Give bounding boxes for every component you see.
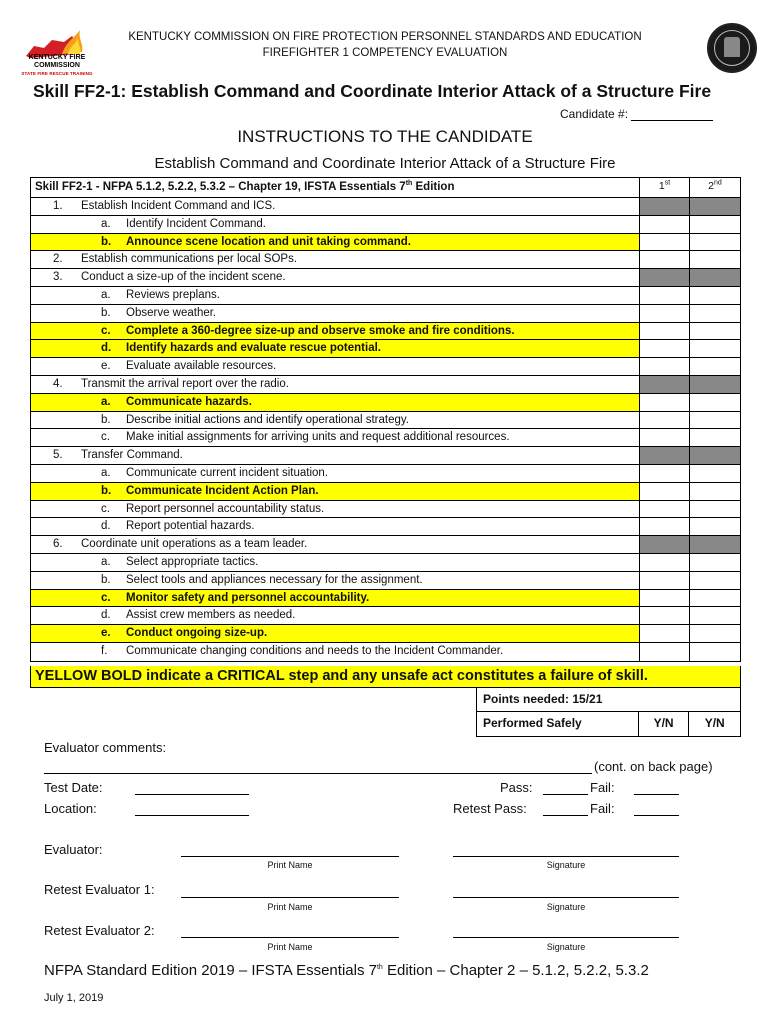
skill-step (31, 376, 640, 393)
skill-step (31, 465, 640, 482)
skill-step (31, 394, 640, 411)
step-text: Assist crew members as needed. (126, 609, 296, 622)
step-text: Reviews preplans. (126, 288, 220, 301)
performed-safely-1st[interactable]: Y/N (639, 712, 690, 736)
step-marker: 5. (53, 449, 63, 462)
table-row (31, 340, 740, 358)
step-text: Report potential hazards. (126, 520, 255, 533)
table-row (31, 394, 740, 412)
score-cell-1st[interactable] (640, 287, 690, 304)
score-cell-1st[interactable] (640, 465, 690, 482)
evaluator-label: Evaluator: (44, 842, 103, 857)
skill-step (31, 305, 640, 322)
score-cell-1st[interactable] (640, 358, 690, 375)
retest-fail-label: Fail: (590, 801, 615, 816)
score-cell-1st (640, 376, 690, 393)
step-marker: d. (101, 342, 112, 355)
table-row (31, 607, 740, 625)
header-line-2: FIREFIGHTER 1 COMPETENCY EVALUATION (262, 47, 508, 59)
skill-step (31, 429, 640, 446)
skill-step (31, 643, 640, 661)
step-marker: c. (101, 324, 111, 337)
step-text: Identify hazards and evaluate rescue potential. (126, 342, 381, 355)
table-row (31, 198, 740, 216)
header-line-1: KENTUCKY COMMISSION ON FIRE PROTECTION PERSONNEL STANDARDS AND EDUCATION (128, 31, 642, 43)
skill-step (31, 590, 640, 607)
footer-reference: NFPA Standard Edition 2019 – IFSTA Essentials 7th Edition – Chapter 2 – 5.1.2, 5.2.2, 5.3.2 (44, 962, 649, 979)
score-cell-1st[interactable] (640, 501, 690, 518)
critical-step-note: YELLOW BOLD indicate a CRITICAL step and any unsafe act constitutes a failure of skill. (30, 666, 741, 688)
score-cell-1st (640, 447, 690, 464)
skill-step (31, 287, 640, 304)
signature-caption: Signature (546, 902, 586, 912)
score-cell-2nd[interactable] (690, 572, 740, 589)
skill-checklist-table (30, 177, 741, 662)
table-row (31, 305, 740, 323)
score-cell-2nd (690, 536, 740, 553)
score-cell-1st (640, 198, 690, 215)
kentucky-seal-icon (707, 23, 757, 73)
step-text: Establish communications per local SOPs. (81, 253, 298, 266)
step-marker: c. (101, 431, 110, 444)
retest-pass-label: Retest Pass: (453, 801, 527, 816)
skill-step (31, 216, 640, 233)
score-cell-2nd[interactable] (690, 429, 740, 446)
logo-subtext: STATE FIRE RESCUE TRAINING (21, 71, 93, 76)
step-text: Announce scene location and unit taking command. (126, 235, 411, 248)
score-cell-2nd (690, 269, 740, 286)
score-cell-1st[interactable] (640, 554, 690, 571)
score-cell-2nd[interactable] (690, 394, 740, 411)
step-marker: d. (101, 520, 111, 533)
score-cell-1st[interactable] (640, 607, 690, 624)
page-title: Skill FF2-1: Establish Command and Coordinate Interior Attack of a Structure Fire (33, 81, 712, 101)
step-marker: 6. (53, 538, 63, 551)
step-marker: a. (101, 555, 111, 568)
step-marker: b. (101, 484, 112, 497)
step-marker: a. (101, 217, 111, 230)
table-row (31, 536, 740, 554)
pass-input[interactable] (543, 794, 588, 795)
step-text: Transfer Command. (81, 449, 183, 462)
score-cell-2nd[interactable] (690, 251, 740, 268)
score-cell-2nd (690, 376, 740, 393)
score-cell-1st[interactable] (640, 340, 690, 357)
step-text: Make initial assignments for arriving units and request additional resources. (126, 431, 510, 444)
score-cell-1st[interactable] (640, 234, 690, 251)
score-cell-1st[interactable] (640, 429, 690, 446)
step-marker: a. (101, 395, 111, 408)
instructions-heading: INSTRUCTIONS TO THE CANDIDATE (237, 127, 533, 146)
skill-subtitle: Establish Command and Coordinate Interior Attack of a Structure Fire (154, 155, 616, 172)
retest-evaluator-1-print-name-line[interactable] (181, 897, 399, 898)
score-cell-1st[interactable] (640, 251, 690, 268)
column-1st: 1st (640, 178, 690, 197)
step-marker: b. (101, 413, 111, 426)
step-text: Communicate Incident Action Plan. (126, 484, 319, 497)
performed-safely-label: Performed Safely (477, 712, 639, 736)
evaluator-print-name-line[interactable] (181, 856, 399, 857)
step-text: Communicate hazards. (126, 395, 252, 408)
step-text: Observe weather. (126, 306, 217, 319)
score-cell-1st[interactable] (640, 590, 690, 607)
step-text: Select tools and appliances necessary for the assignment. (126, 573, 423, 586)
location-input[interactable] (135, 815, 249, 816)
pass-label: Pass: (500, 780, 533, 795)
step-text: Communicate current incident situation. (126, 466, 328, 479)
score-cell-2nd[interactable] (690, 643, 740, 661)
retest-fail-input[interactable] (634, 815, 679, 816)
signature-caption: Signature (546, 942, 586, 952)
candidate-label: Candidate #: (560, 107, 629, 121)
score-cell-2nd[interactable] (690, 607, 740, 624)
score-cell-1st[interactable] (640, 572, 690, 589)
table-row (31, 590, 740, 608)
score-cell-2nd[interactable] (690, 483, 740, 500)
fail-label: Fail: (590, 780, 615, 795)
step-text: Conduct a size-up of the incident scene. (81, 271, 286, 284)
step-marker: c. (101, 502, 110, 515)
skill-step (31, 607, 640, 624)
score-cell-2nd[interactable] (690, 518, 740, 535)
step-text: Coordinate unit operations as a team leader. (81, 538, 308, 551)
table-row (31, 269, 740, 287)
step-marker: f. (101, 644, 108, 657)
step-marker: 1. (53, 200, 63, 212)
score-cell-2nd[interactable] (690, 501, 740, 518)
skill-step (31, 518, 640, 535)
table-row (31, 501, 740, 519)
skill-step (31, 483, 640, 500)
skill-step (31, 251, 640, 268)
step-marker: a. (101, 466, 111, 479)
score-cell-2nd[interactable] (690, 554, 740, 571)
fail-input[interactable] (634, 794, 679, 795)
table-row (31, 643, 740, 661)
retest-pass-input[interactable] (543, 815, 588, 816)
table-row (31, 518, 740, 536)
table-row (31, 251, 740, 269)
table-row (31, 216, 740, 234)
step-marker: a. (101, 288, 111, 301)
document-date: July 1, 2019 (44, 992, 104, 1004)
table-header-label: Skill FF2-1 - NFPA 5.1.2, 5.2.2, 5.3.2 – Chapter 19, IFSTA Essentials 7th Edition (31, 178, 640, 197)
logo-text: KENTUCKY FIRE COMMISSION (28, 54, 86, 69)
skill-step (31, 234, 640, 251)
score-cell-1st[interactable] (640, 643, 690, 661)
table-row (31, 323, 740, 341)
skill-step (31, 198, 640, 215)
score-cell-2nd[interactable] (690, 305, 740, 322)
skill-step (31, 358, 640, 375)
table-row (31, 412, 740, 430)
skill-step (31, 625, 640, 642)
comments-line[interactable] (44, 773, 592, 774)
skill-step (31, 323, 640, 340)
table-row (31, 287, 740, 305)
step-text: Establish Incident Command and ICS. (81, 200, 276, 212)
score-cell-1st[interactable] (640, 305, 690, 322)
document-header (100, 29, 670, 61)
column-2nd: 2nd (708, 179, 722, 192)
skill-step (31, 447, 640, 464)
step-text: Identify Incident Command. (126, 217, 266, 230)
step-text: Conduct ongoing size-up. (126, 627, 268, 640)
score-cell-2nd[interactable] (690, 234, 740, 251)
performed-safely-row (476, 712, 741, 737)
score-cell-1st[interactable] (640, 518, 690, 535)
step-marker: d. (101, 609, 111, 622)
score-cell-2nd (690, 447, 740, 464)
step-marker: b. (101, 573, 111, 586)
step-marker: b. (101, 306, 111, 319)
retest-evaluator-2-print-name-line[interactable] (181, 937, 399, 938)
signature-caption: Signature (546, 860, 586, 870)
score-cell-2nd[interactable] (690, 465, 740, 482)
score-cell-2nd[interactable] (690, 323, 740, 340)
retest-evaluator-1-label: Retest Evaluator 1: (44, 882, 155, 897)
score-cell-1st (640, 536, 690, 553)
cont-back-page: (cont. on back page) (594, 759, 713, 774)
score-cell-1st[interactable] (640, 412, 690, 429)
test-date-label: Test Date: (44, 780, 103, 795)
step-marker: e. (101, 360, 111, 373)
table-row (31, 234, 740, 252)
step-text: Evaluate available resources. (126, 360, 277, 373)
score-cell-1st[interactable] (640, 394, 690, 411)
evaluator-comments-label: Evaluator comments: (44, 740, 167, 755)
test-date-input[interactable] (135, 794, 249, 795)
table-row (31, 447, 740, 465)
print-name-caption: Print Name (267, 942, 313, 952)
table-row (31, 465, 740, 483)
score-cell-2nd[interactable] (690, 625, 740, 642)
evaluator-signature-line[interactable] (453, 856, 679, 857)
score-cell-1st[interactable] (640, 216, 690, 233)
skill-step (31, 340, 640, 357)
table-row (31, 358, 740, 376)
score-cell-1st[interactable] (640, 323, 690, 340)
score-cell-2nd[interactable] (690, 590, 740, 607)
candidate-field[interactable] (560, 107, 713, 121)
skill-step (31, 501, 640, 518)
points-needed: Points needed: 15/21 (476, 688, 741, 712)
table-row (31, 483, 740, 501)
score-cell-1st (640, 269, 690, 286)
step-marker: 4. (53, 377, 63, 390)
step-text: Communicate changing conditions and needs to the Incident Commander. (126, 644, 504, 657)
score-cell-2nd[interactable] (690, 412, 740, 429)
candidate-input-line[interactable] (631, 109, 713, 121)
step-marker: 2. (53, 253, 63, 266)
print-name-caption: Print Name (267, 902, 313, 912)
step-text: Report personnel accountability status. (126, 502, 325, 515)
step-text: Select appropriate tactics. (126, 555, 259, 568)
score-cell-2nd[interactable] (690, 287, 740, 304)
skill-step (31, 412, 640, 429)
step-marker: c. (101, 591, 111, 604)
step-text: Monitor safety and personnel accountability. (126, 591, 370, 604)
skill-step (31, 269, 640, 286)
step-marker: 3. (53, 271, 63, 284)
score-cell-1st[interactable] (640, 625, 690, 642)
skill-step (31, 554, 640, 571)
retest-evaluator-2-signature-line[interactable] (453, 937, 679, 938)
retest-evaluator-2-label: Retest Evaluator 2: (44, 923, 155, 938)
step-marker: b. (101, 235, 112, 248)
table-row (31, 429, 740, 447)
table-row (31, 625, 740, 643)
retest-evaluator-1-signature-line[interactable] (453, 897, 679, 898)
table-row (31, 376, 740, 394)
performed-safely-2nd[interactable]: Y/N (704, 716, 725, 730)
score-cell-2nd[interactable] (690, 216, 740, 233)
step-text: Complete a 360-degree size-up and observe smoke and fire conditions. (126, 324, 515, 337)
table-header-row (31, 178, 740, 198)
table-row (31, 554, 740, 572)
step-text: Transmit the arrival report over the radio. (81, 377, 289, 390)
table-row (31, 572, 740, 590)
score-cell-1st[interactable] (640, 483, 690, 500)
print-name-caption: Print Name (267, 860, 313, 870)
step-marker: e. (101, 627, 111, 640)
skill-step (31, 572, 640, 589)
score-cell-2nd (690, 198, 740, 215)
skill-step (31, 536, 640, 553)
location-label: Location: (44, 801, 97, 816)
score-cell-2nd[interactable] (690, 358, 740, 375)
score-cell-2nd[interactable] (690, 340, 740, 357)
step-text: Describe initial actions and identify operational strategy. (126, 413, 409, 426)
